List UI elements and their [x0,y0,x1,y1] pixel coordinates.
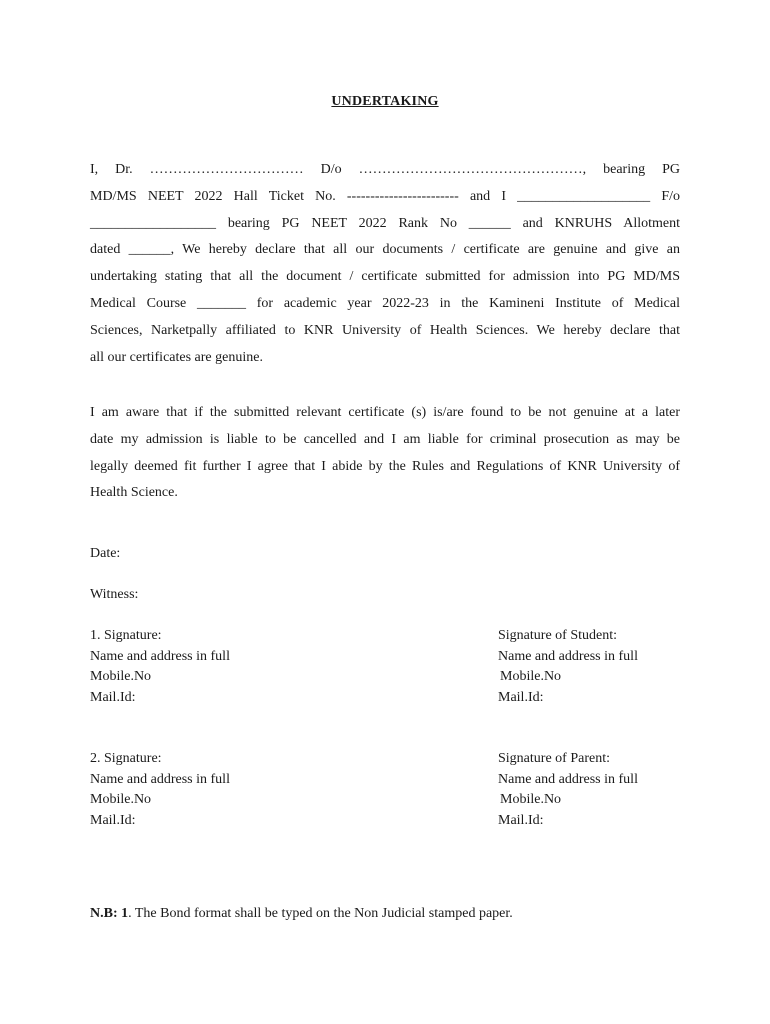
witness-2-mail: Mail.Id: [90,812,136,828]
witness-1-mail: Mail.Id: [90,689,136,705]
date-label: Date: [90,546,121,561]
witness-1-name: Name and address in full [90,648,230,664]
footnote [90,906,513,922]
paragraph-line: Health Science. [90,485,178,501]
paragraph-line: __________________ bearing PG NEET 2022 Rank No ______ and KNRUHS Allotment [90,215,680,231]
witness-1-signature: 1. Signature: [90,628,162,643]
student-name: Name and address in full [498,648,638,664]
parent-mail: Mail.Id: [498,812,544,828]
paragraph-line: Medical Course _______ for academic year 2022-23 in the Kamineni Institute of Medical [90,295,680,311]
student-mobile: Mobile.No [500,669,562,685]
paragraph-line: I, Dr. …………………………… D/o …………………………………………, bearing PG [90,162,680,177]
witness-2-mobile: Mobile.No [90,792,152,808]
paragraph-line: undertaking stating that all the document / certificate submitted for admission into PG MD/MS [90,269,680,285]
witness-1-block [90,626,230,708]
student-signature: Signature of Student: [498,628,617,643]
paragraph-line: Sciences, Narketpally affiliated to KNR University of Health Sciences. We hereby declare that [90,322,680,338]
parent-mobile: Mobile.No [500,792,562,808]
student-mail: Mail.Id: [498,689,544,705]
awareness-paragraph [90,400,680,507]
witness-2-name: Name and address in full [90,771,230,787]
paragraph-line: dated ______, We hereby declare that all our documents / certificate are genuine and give an [90,242,680,258]
footnote-text: . The Bond format shall be typed on the Non Judicial stamped paper. [128,906,513,921]
parent-block [498,749,638,831]
paragraph-line: legally deemed fit further I agree that I abide by the Rules and Regulations of KNR University of [90,458,680,474]
paragraph-line: MD/MS NEET 2022 Hall Ticket No. ------------------------ and I ___________________ F/o [90,188,680,204]
witness-2-block [90,749,230,831]
footnote-prefix: N.B: 1 [90,906,129,921]
witness-2-signature: 2. Signature: [90,751,162,766]
witness-1-mobile: Mobile.No [90,669,152,685]
parent-signature: Signature of Parent: [498,751,610,766]
declaration-paragraph [90,157,680,371]
paragraph-line: all our certificates are genuine. [90,349,263,365]
parent-name: Name and address in full [498,771,638,787]
paragraph-line: I am aware that if the submitted relevant certificate (s) is/are found to be not genuine at a later [90,405,680,420]
document-title: UNDERTAKING [331,94,439,109]
witness-label: Witness: [90,587,139,602]
student-block [498,626,638,708]
paragraph-line: date my admission is liable to be cancelled and I am liable for criminal prosecution as may be [90,431,680,447]
